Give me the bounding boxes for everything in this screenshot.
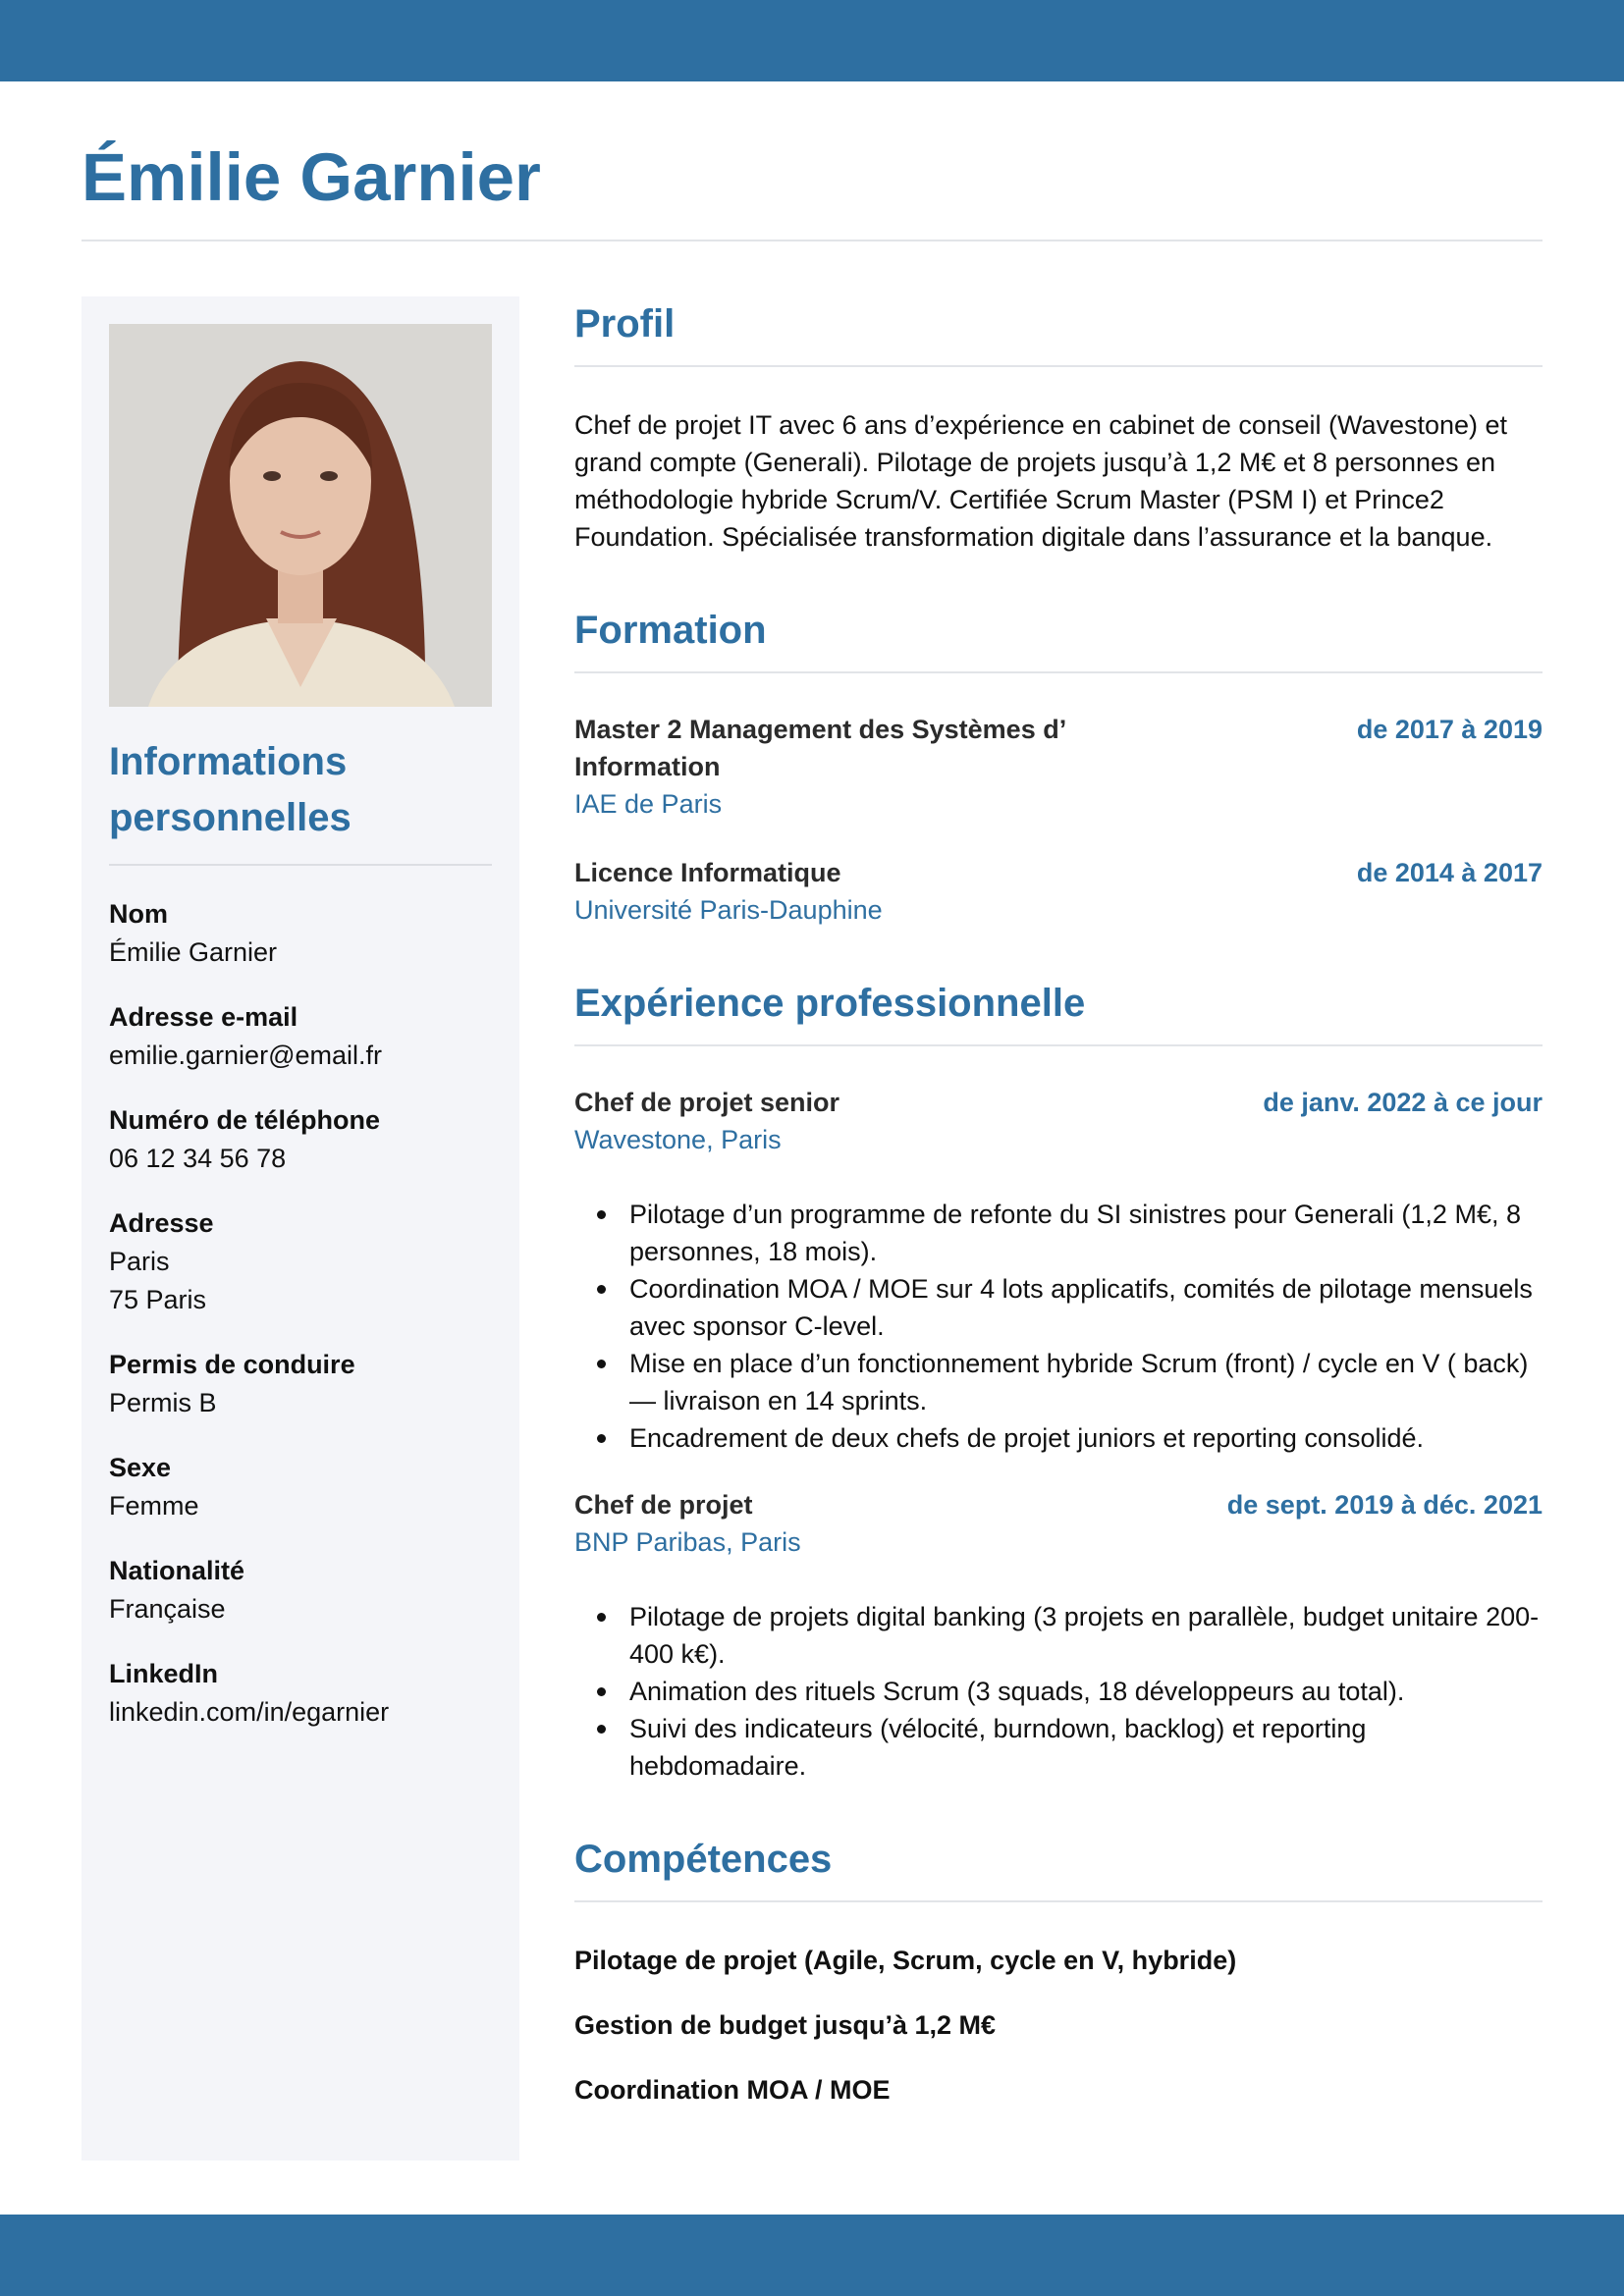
- section-title-skills: Compétences: [574, 1832, 1543, 1902]
- experience-section: [574, 976, 1543, 1785]
- experience-entry: [574, 1486, 1543, 1785]
- info-value: Émilie Garnier: [109, 937, 278, 967]
- entry-title: Chef de projet: [574, 1490, 753, 1520]
- bottom-band: [0, 2215, 1624, 2296]
- info-value: 06 12 34 56 78: [109, 1144, 287, 1173]
- info-value: Française: [109, 1594, 226, 1624]
- portrait-image: [109, 324, 492, 707]
- profile-photo: [109, 324, 492, 707]
- email-link[interactable]: emilie.garnier@email.fr: [109, 1041, 382, 1070]
- info-label: LinkedIn: [109, 1659, 219, 1688]
- experience-bullets: [574, 1598, 1543, 1785]
- info-email: [109, 998, 492, 1075]
- info-linkedin: [109, 1655, 492, 1732]
- entry-organization: Université Paris-Dauphine: [574, 895, 883, 925]
- info-nationality: [109, 1552, 492, 1629]
- info-label: Nom: [109, 899, 168, 929]
- list-item: Suivi des indicateurs (vélocité, burndown, backlog) et reporting hebdomadaire.: [629, 1710, 1543, 1785]
- skill-item: Coordination MOA / MOE: [574, 2075, 891, 2105]
- entry-organization: Wavestone, Paris: [574, 1125, 782, 1154]
- entry-title: Chef de projet senior: [574, 1088, 840, 1117]
- profile-summary: Chef de projet IT avec 6 ans d’expérience en cabinet de conseil (Wavestone) et grand compte (Generali). Pilotage de projets jusqu’à 1,2 M€ et 8 personnes en méthodologie hybride Scrum/V. Certifiée Scrum Master (PSM I) et Prince2 Foundation. Spécialisée transformation digitale dans l’assurance et la banque.: [574, 410, 1508, 552]
- info-address: [109, 1204, 492, 1319]
- skill-item: Pilotage de projet (Agile, Scrum, cycle en V, hybride): [574, 1946, 1237, 1975]
- entry-date: de 2014 à 2017: [1356, 858, 1543, 887]
- info-label: Adresse e-mail: [109, 1002, 298, 1032]
- section-title-profile: Profil: [574, 296, 1543, 367]
- info-driving-licence: [109, 1346, 492, 1422]
- education-entry: [574, 854, 1543, 929]
- main-content: [574, 296, 1543, 2109]
- info-value: Permis B: [109, 1388, 217, 1417]
- entry-date: de sept. 2019 à déc. 2021: [1226, 1490, 1543, 1520]
- skills-section: [574, 1832, 1543, 2109]
- info-phone: [109, 1101, 492, 1178]
- experience-bullets: [574, 1196, 1543, 1457]
- info-label: Numéro de téléphone: [109, 1105, 381, 1135]
- info-value: Paris: [109, 1247, 170, 1276]
- personal-info-heading: Informations personnelles: [109, 734, 492, 866]
- list-item: Mise en place d’un fonctionnement hybride Scrum (front) / cycle en V ( back) — livraison en 14 sprints.: [629, 1345, 1543, 1419]
- title-divider: [81, 240, 1543, 241]
- entry-title: Master 2 Management des Systèmes d’ Information: [574, 715, 1065, 781]
- top-band: [0, 0, 1624, 81]
- linkedin-link[interactable]: linkedin.com/in/egarnier: [109, 1697, 390, 1727]
- education-section: [574, 603, 1543, 929]
- list-item: Encadrement de deux chefs de projet juniors et reporting consolidé.: [629, 1419, 1543, 1457]
- list-item: Pilotage d’un programme de refonte du SI sinistres pour Generali (1,2 M€, 8 personnes, 18 mois).: [629, 1196, 1543, 1270]
- section-title-education: Formation: [574, 603, 1543, 673]
- entry-organization: IAE de Paris: [574, 789, 723, 819]
- sidebar: [81, 296, 519, 2161]
- experience-entry: [574, 1084, 1543, 1457]
- info-label: Nationalité: [109, 1556, 245, 1585]
- section-title-experience: Expérience professionnelle: [574, 976, 1543, 1046]
- personal-info-list: [109, 895, 492, 1732]
- info-label: Adresse: [109, 1208, 214, 1238]
- info-name: [109, 895, 492, 972]
- education-entry: [574, 711, 1543, 823]
- info-label: Permis de conduire: [109, 1350, 355, 1379]
- list-item: Animation des rituels Scrum (3 squads, 18 développeurs au total).: [629, 1673, 1543, 1710]
- info-value: Femme: [109, 1491, 199, 1521]
- entry-date: de 2017 à 2019: [1356, 715, 1543, 744]
- list-item: Pilotage de projets digital banking (3 projets en parallèle, budget unitaire 200-400 k€).: [629, 1598, 1543, 1673]
- skill-item: Gestion de budget jusqu’à 1,2 M€: [574, 2010, 997, 2040]
- info-sex: [109, 1449, 492, 1525]
- entry-date: de janv. 2022 à ce jour: [1263, 1088, 1543, 1117]
- info-label: Sexe: [109, 1453, 172, 1482]
- list-item: Coordination MOA / MOE sur 4 lots applicatifs, comités de pilotage mensuels avec sponsor C-level.: [629, 1270, 1543, 1345]
- profile-section: [574, 296, 1543, 556]
- page-title: Émilie Garnier: [81, 139, 541, 215]
- entry-title: Licence Informatique: [574, 858, 841, 887]
- entry-organization: BNP Paribas, Paris: [574, 1527, 801, 1557]
- info-value: 75 Paris: [109, 1285, 207, 1314]
